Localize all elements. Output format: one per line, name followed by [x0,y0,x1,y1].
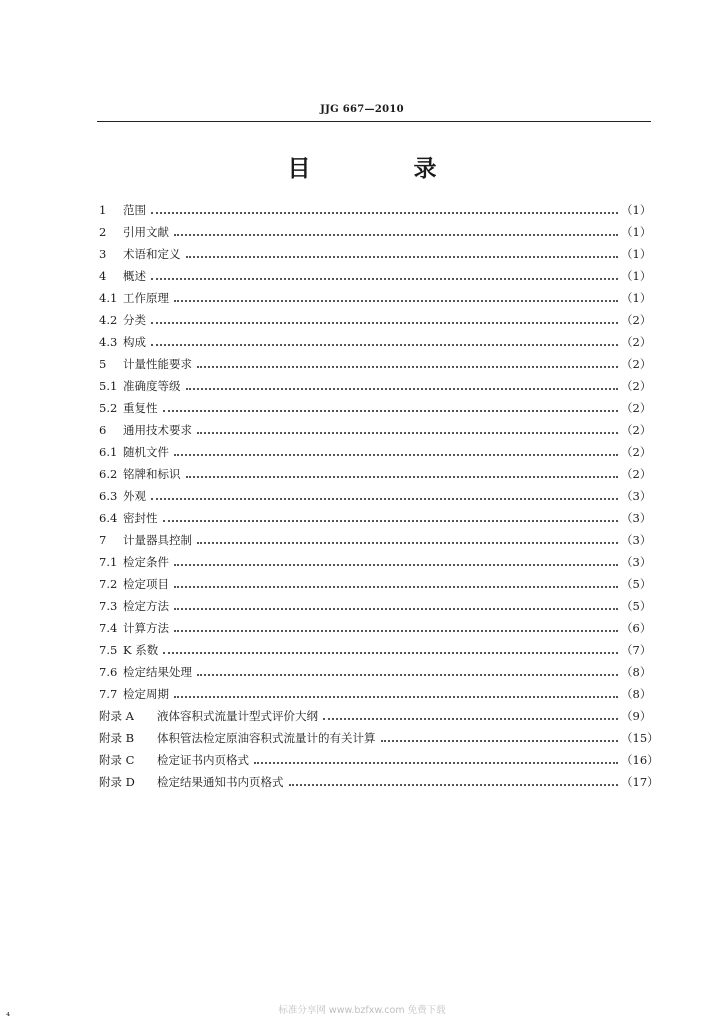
toc-entry-label: 通用技术要求 [123,423,192,437]
toc-entry-page: （1） [621,269,652,283]
toc-entry [99,705,651,727]
toc-entry [99,199,651,221]
toc-entry-number: 4.1 [99,291,118,305]
toc-entry [99,529,651,551]
dot-leader [174,453,618,456]
toc-entry [99,595,651,617]
toc-entry [99,683,651,705]
toc-entry-page: （3） [621,489,652,503]
toc-entry-label: 检定项目 [123,577,169,591]
watermark-footer: 标准分享网 www.bzfxw.com 免费下载 [278,1005,446,1016]
dot-leader [174,607,618,610]
toc-entry [99,551,651,573]
toc-entry [99,771,659,793]
toc-entry-label: 概述 [123,269,146,283]
toc-entry-label: 液体容积式流量计型式评价大纲 [157,709,318,723]
header-rule [97,121,651,122]
toc-entry-number: 7.3 [99,599,118,613]
toc-entry-label: 体积管法检定原油容积式流量计的有关计算 [157,731,376,745]
toc-entry-page: （3） [621,555,652,569]
toc-entry-page: （5） [621,599,652,613]
dot-leader [174,563,618,566]
toc-entry-label: 检定结果通知书内页格式 [157,775,284,789]
toc-entry [99,441,651,463]
dot-leader [323,717,618,720]
toc-entry-number: 5.1 [99,379,118,393]
toc-entry-page: （2） [621,467,652,481]
toc-entry-label: 术语和定义 [123,247,181,261]
toc-entry-label: 构成 [123,335,146,349]
toc-entry-label: 引用文献 [123,225,169,239]
toc-entry-number: 附录 C [99,753,135,767]
dot-leader [254,761,618,764]
toc-entry-page: （1） [621,247,652,261]
toc-entry-page: （3） [621,511,652,525]
toc-entry-page: （5） [621,577,652,591]
toc-entry [99,661,651,683]
dot-leader [186,475,619,478]
toc-entry-page: （1） [621,225,652,239]
toc-entry [99,243,651,265]
dot-leader [151,211,618,214]
toc-entry-label: 计量器具控制 [123,533,192,547]
toc-entry-label: 随机文件 [123,445,169,459]
toc-entry-number: 4.2 [99,313,118,327]
dot-leader [197,431,618,434]
corner-mark: ₄ [6,1008,11,1019]
toc-entry-number: 5.2 [99,401,118,415]
toc-entry-label: 工作原理 [123,291,169,305]
dot-leader [289,783,619,786]
toc-entry [99,331,651,353]
toc-entry-number: 附录 A [99,709,134,723]
toc-entry-page: （8） [621,665,652,679]
table-of-contents [99,199,659,793]
page-title: 目 录 [287,155,477,182]
toc-entry-label: 检定条件 [123,555,169,569]
toc-entry-number: 2 [99,225,107,239]
toc-entry [99,221,651,243]
toc-entry-number: 7.7 [99,687,118,701]
dot-leader [174,585,618,588]
toc-entry-number: 3 [99,247,107,261]
toc-entry-label: 分类 [123,313,146,327]
toc-entry-label: 检定方法 [123,599,169,613]
dot-leader [151,321,618,324]
dot-leader [151,497,618,500]
toc-entry-page: （2） [621,379,652,393]
dot-leader [174,233,618,236]
toc-entry-number: 6 [99,423,107,437]
toc-entry-page: （2） [621,335,652,349]
toc-entry-number: 6.1 [99,445,118,459]
dot-leader [151,343,618,346]
toc-entry-page: （2） [621,313,652,327]
toc-entry [99,573,651,595]
dot-leader [197,541,618,544]
toc-entry [99,353,651,375]
toc-entry-number: 1 [99,203,107,217]
dot-leader [197,673,618,676]
toc-entry-number: 6.4 [99,511,118,525]
toc-entry-page: （3） [621,533,652,547]
toc-entry-number: 4.3 [99,335,118,349]
toc-entry-number: 4 [99,269,107,283]
toc-entry-page: （16） [621,753,659,767]
toc-entry-label: 外观 [123,489,146,503]
dot-leader [163,651,618,654]
toc-entry-page: （1） [621,291,652,305]
toc-entry [99,617,651,639]
toc-entry-page: （15） [621,731,659,745]
dot-leader [174,629,618,632]
toc-entry-page: （8） [621,687,652,701]
toc-entry-page: （7） [621,643,652,657]
toc-entry [99,749,659,771]
toc-entry-label: 重复性 [123,401,158,415]
dot-leader [186,255,619,258]
toc-entry-number: 5 [99,357,107,371]
dot-leader [186,387,619,390]
document-code-header: JJG 667—2010 [320,104,404,115]
toc-entry-number: 6.3 [99,489,118,503]
toc-entry [99,265,651,287]
toc-entry-number: 7 [99,533,107,547]
toc-entry-label: 检定周期 [123,687,169,701]
toc-entry-page: （6） [621,621,652,635]
dot-leader [197,365,618,368]
toc-entry-page: （1） [621,203,652,217]
toc-entry-number: 7.5 [99,643,118,657]
toc-entry-page: （17） [621,775,659,789]
toc-entry [99,639,651,661]
toc-entry-label: 准确度等级 [123,379,181,393]
toc-entry [99,309,651,331]
toc-entry-label: 范围 [123,203,146,217]
dot-leader [381,739,619,742]
toc-entry-number: 6.2 [99,467,118,481]
toc-entry-page: （2） [621,445,652,459]
toc-entry-label: 计量性能要求 [123,357,192,371]
toc-entry-number: 附录 D [99,775,135,789]
toc-entry [99,397,651,419]
toc-entry [99,375,651,397]
toc-entry [99,287,651,309]
dot-leader [151,277,618,280]
toc-entry [99,727,659,749]
toc-entry [99,485,651,507]
toc-entry-number: 7.4 [99,621,118,635]
toc-entry-number: 7.1 [99,555,118,569]
toc-entry-label: 检定证书内页格式 [157,753,249,767]
toc-entry-label: 检定结果处理 [123,665,192,679]
toc-entry-page: （2） [621,357,652,371]
toc-entry-label: K 系数 [123,643,159,657]
toc-entry-label: 铭牌和标识 [123,467,181,481]
toc-entry-number: 7.2 [99,577,118,591]
toc-entry-label: 密封性 [123,511,158,525]
toc-entry-number: 7.6 [99,665,118,679]
toc-entry [99,507,651,529]
toc-entry-number: 附录 B [99,731,135,745]
toc-entry-label: 计算方法 [123,621,169,635]
dot-leader [174,695,618,698]
dot-leader [174,299,618,302]
toc-entry-page: （2） [621,423,652,437]
toc-entry-page: （2） [621,401,652,415]
dot-leader [163,519,619,522]
toc-entry [99,419,651,441]
toc-entry-page: （9） [621,709,652,723]
dot-leader [163,409,619,412]
toc-entry [99,463,651,485]
